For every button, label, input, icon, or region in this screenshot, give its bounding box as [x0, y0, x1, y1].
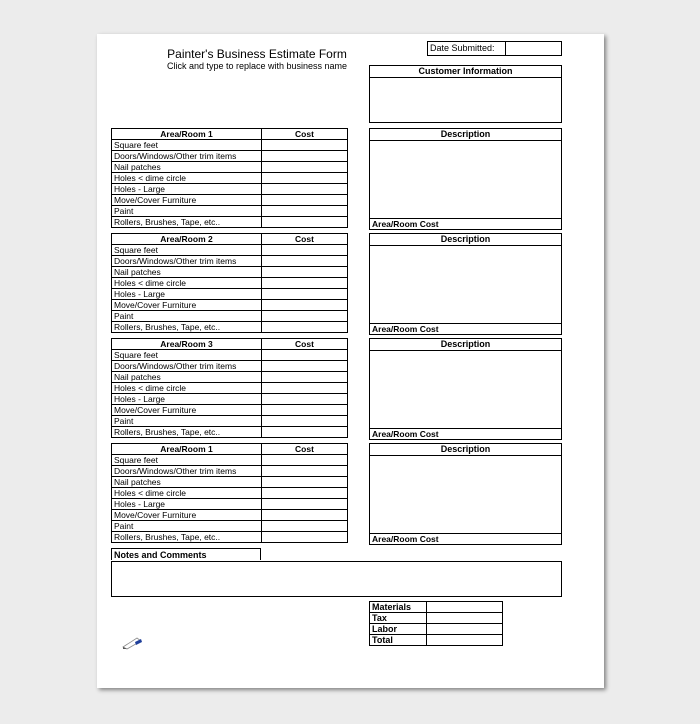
- table-row: [112, 245, 348, 256]
- item-label: Nail patches: [112, 267, 262, 278]
- item-label: Paint: [112, 206, 262, 217]
- cost-cell[interactable]: [262, 206, 348, 217]
- cost-cell[interactable]: [262, 311, 348, 322]
- item-label: Rollers, Brushes, Tape, etc..: [112, 427, 262, 438]
- description-box-1: [369, 128, 562, 230]
- table-row: [112, 416, 348, 427]
- date-submitted-input[interactable]: [506, 42, 561, 55]
- item-label: Doors/Windows/Other trim items: [112, 151, 262, 162]
- table-row: [112, 427, 348, 438]
- description-header: Description: [370, 339, 561, 351]
- cost-cell[interactable]: [262, 322, 348, 333]
- item-label: Move/Cover Furniture: [112, 300, 262, 311]
- item-label: Square feet: [112, 140, 262, 151]
- item-label: Move/Cover Furniture: [112, 405, 262, 416]
- item-label: Move/Cover Furniture: [112, 510, 262, 521]
- cost-cell[interactable]: [262, 466, 348, 477]
- area-name: Area/Room 1: [112, 444, 262, 455]
- area-table-3: [111, 338, 348, 438]
- area-room-cost-label: Area/Room Cost: [372, 324, 439, 334]
- cost-header: Cost: [262, 129, 348, 140]
- estimate-form-page: [97, 34, 604, 688]
- totals-value[interactable]: [427, 635, 503, 646]
- table-row: [112, 311, 348, 322]
- cost-cell[interactable]: [262, 427, 348, 438]
- item-label: Nail patches: [112, 162, 262, 173]
- table-row: [112, 217, 348, 228]
- totals-label: Total: [370, 635, 427, 646]
- table-row: [112, 488, 348, 499]
- item-label: Square feet: [112, 245, 262, 256]
- customer-information-header: Customer Information: [370, 66, 561, 78]
- date-submitted-label: Date Submitted:: [428, 42, 506, 55]
- table-row: [112, 477, 348, 488]
- item-label: Rollers, Brushes, Tape, etc..: [112, 322, 262, 333]
- area-room-cost-label: Area/Room Cost: [372, 534, 439, 544]
- area-room-cost-label: Area/Room Cost: [372, 219, 439, 229]
- description-header: Description: [370, 444, 561, 456]
- totals-value[interactable]: [427, 602, 503, 613]
- area-table-1: [111, 128, 348, 228]
- item-label: Doors/Windows/Other trim items: [112, 256, 262, 267]
- description-input[interactable]: [370, 141, 561, 219]
- cost-cell[interactable]: [262, 499, 348, 510]
- table-row: [112, 267, 348, 278]
- cost-cell[interactable]: [262, 217, 348, 228]
- item-label: Nail patches: [112, 372, 262, 383]
- totals-value[interactable]: [427, 624, 503, 635]
- item-label: Holes < dime circle: [112, 488, 262, 499]
- totals-label: Labor: [370, 624, 427, 635]
- area-name: Area/Room 3: [112, 339, 262, 350]
- table-row: [112, 455, 348, 466]
- table-row: [112, 151, 348, 162]
- description-input[interactable]: [370, 351, 561, 429]
- form-title[interactable]: Painter's Business Estimate Form: [167, 47, 347, 61]
- table-row: [112, 184, 348, 195]
- table-row: [112, 289, 348, 300]
- cost-cell[interactable]: [262, 394, 348, 405]
- totals-label: Materials: [370, 602, 427, 613]
- table-row: [112, 510, 348, 521]
- description-header: Description: [370, 234, 561, 246]
- table-row: [112, 322, 348, 333]
- table-row: [370, 624, 503, 635]
- business-name-placeholder[interactable]: Click and type to replace with business name: [166, 61, 348, 71]
- cost-cell[interactable]: [262, 416, 348, 427]
- area-name: Area/Room 1: [112, 129, 262, 140]
- area-table-4: [111, 443, 348, 543]
- cost-cell[interactable]: [262, 405, 348, 416]
- area-table-2: [111, 233, 348, 333]
- item-label: Rollers, Brushes, Tape, etc..: [112, 217, 262, 228]
- item-label: Move/Cover Furniture: [112, 195, 262, 206]
- cost-cell[interactable]: [262, 267, 348, 278]
- cost-cell[interactable]: [262, 195, 348, 206]
- cost-cell[interactable]: [262, 184, 348, 195]
- item-label: Doors/Windows/Other trim items: [112, 361, 262, 372]
- item-label: Holes - Large: [112, 499, 262, 510]
- table-row: [112, 300, 348, 311]
- cost-cell[interactable]: [262, 173, 348, 184]
- customer-information-box: [369, 65, 562, 123]
- table-row: [112, 405, 348, 416]
- table-row: [112, 206, 348, 217]
- cost-header: Cost: [262, 339, 348, 350]
- customer-information-input[interactable]: [370, 78, 561, 122]
- item-label: Doors/Windows/Other trim items: [112, 466, 262, 477]
- cost-cell[interactable]: [262, 477, 348, 488]
- cost-cell[interactable]: [262, 455, 348, 466]
- item-label: Paint: [112, 521, 262, 532]
- table-row: [112, 394, 348, 405]
- area-name: Area/Room 2: [112, 234, 262, 245]
- table-row: [112, 532, 348, 543]
- cost-cell[interactable]: [262, 256, 348, 267]
- cost-cell[interactable]: [262, 383, 348, 394]
- cost-cell[interactable]: [262, 350, 348, 361]
- cost-cell[interactable]: [262, 289, 348, 300]
- item-label: Nail patches: [112, 477, 262, 488]
- table-row: [370, 635, 503, 646]
- description-input[interactable]: [370, 456, 561, 534]
- table-row: [370, 613, 503, 624]
- table-row: [112, 383, 348, 394]
- item-label: Square feet: [112, 455, 262, 466]
- cost-cell[interactable]: [262, 521, 348, 532]
- table-row: [112, 195, 348, 206]
- item-label: Square feet: [112, 350, 262, 361]
- item-label: Paint: [112, 311, 262, 322]
- totals-value[interactable]: [427, 613, 503, 624]
- date-submitted-field: [427, 41, 562, 56]
- description-box-4: [369, 443, 562, 545]
- table-row: [112, 466, 348, 477]
- table-row: [112, 350, 348, 361]
- cost-cell[interactable]: [262, 510, 348, 521]
- cost-cell[interactable]: [262, 140, 348, 151]
- description-box-3: [369, 338, 562, 440]
- cost-cell[interactable]: [262, 151, 348, 162]
- description-box-2: [369, 233, 562, 335]
- totals-table: [369, 601, 503, 646]
- item-label: Holes < dime circle: [112, 173, 262, 184]
- item-label: Rollers, Brushes, Tape, etc..: [112, 532, 262, 543]
- item-label: Holes - Large: [112, 394, 262, 405]
- item-label: Holes < dime circle: [112, 278, 262, 289]
- item-label: Holes - Large: [112, 184, 262, 195]
- cost-cell[interactable]: [262, 278, 348, 289]
- table-row: [112, 499, 348, 510]
- table-row: [112, 173, 348, 184]
- table-row: [112, 372, 348, 383]
- cost-cell[interactable]: [262, 488, 348, 499]
- description-header: Description: [370, 129, 561, 141]
- item-label: Holes < dime circle: [112, 383, 262, 394]
- item-label: Holes - Large: [112, 289, 262, 300]
- cost-cell[interactable]: [262, 361, 348, 372]
- table-row: [370, 602, 503, 613]
- notes-label: Notes and Comments: [111, 548, 261, 560]
- cost-cell[interactable]: [262, 372, 348, 383]
- table-row: [112, 521, 348, 532]
- cost-cell[interactable]: [262, 532, 348, 543]
- table-row: [112, 140, 348, 151]
- description-input[interactable]: [370, 246, 561, 324]
- cost-header: Cost: [262, 234, 348, 245]
- cost-header: Cost: [262, 444, 348, 455]
- table-row: [112, 162, 348, 173]
- table-row: [112, 361, 348, 372]
- table-row: [112, 278, 348, 289]
- item-label: Paint: [112, 416, 262, 427]
- cost-cell[interactable]: [262, 245, 348, 256]
- area-room-cost-label: Area/Room Cost: [372, 429, 439, 439]
- table-row: [112, 256, 348, 267]
- notes-input[interactable]: [111, 561, 562, 597]
- pen-icon: [121, 636, 143, 650]
- cost-cell[interactable]: [262, 162, 348, 173]
- totals-label: Tax: [370, 613, 427, 624]
- cost-cell[interactable]: [262, 300, 348, 311]
